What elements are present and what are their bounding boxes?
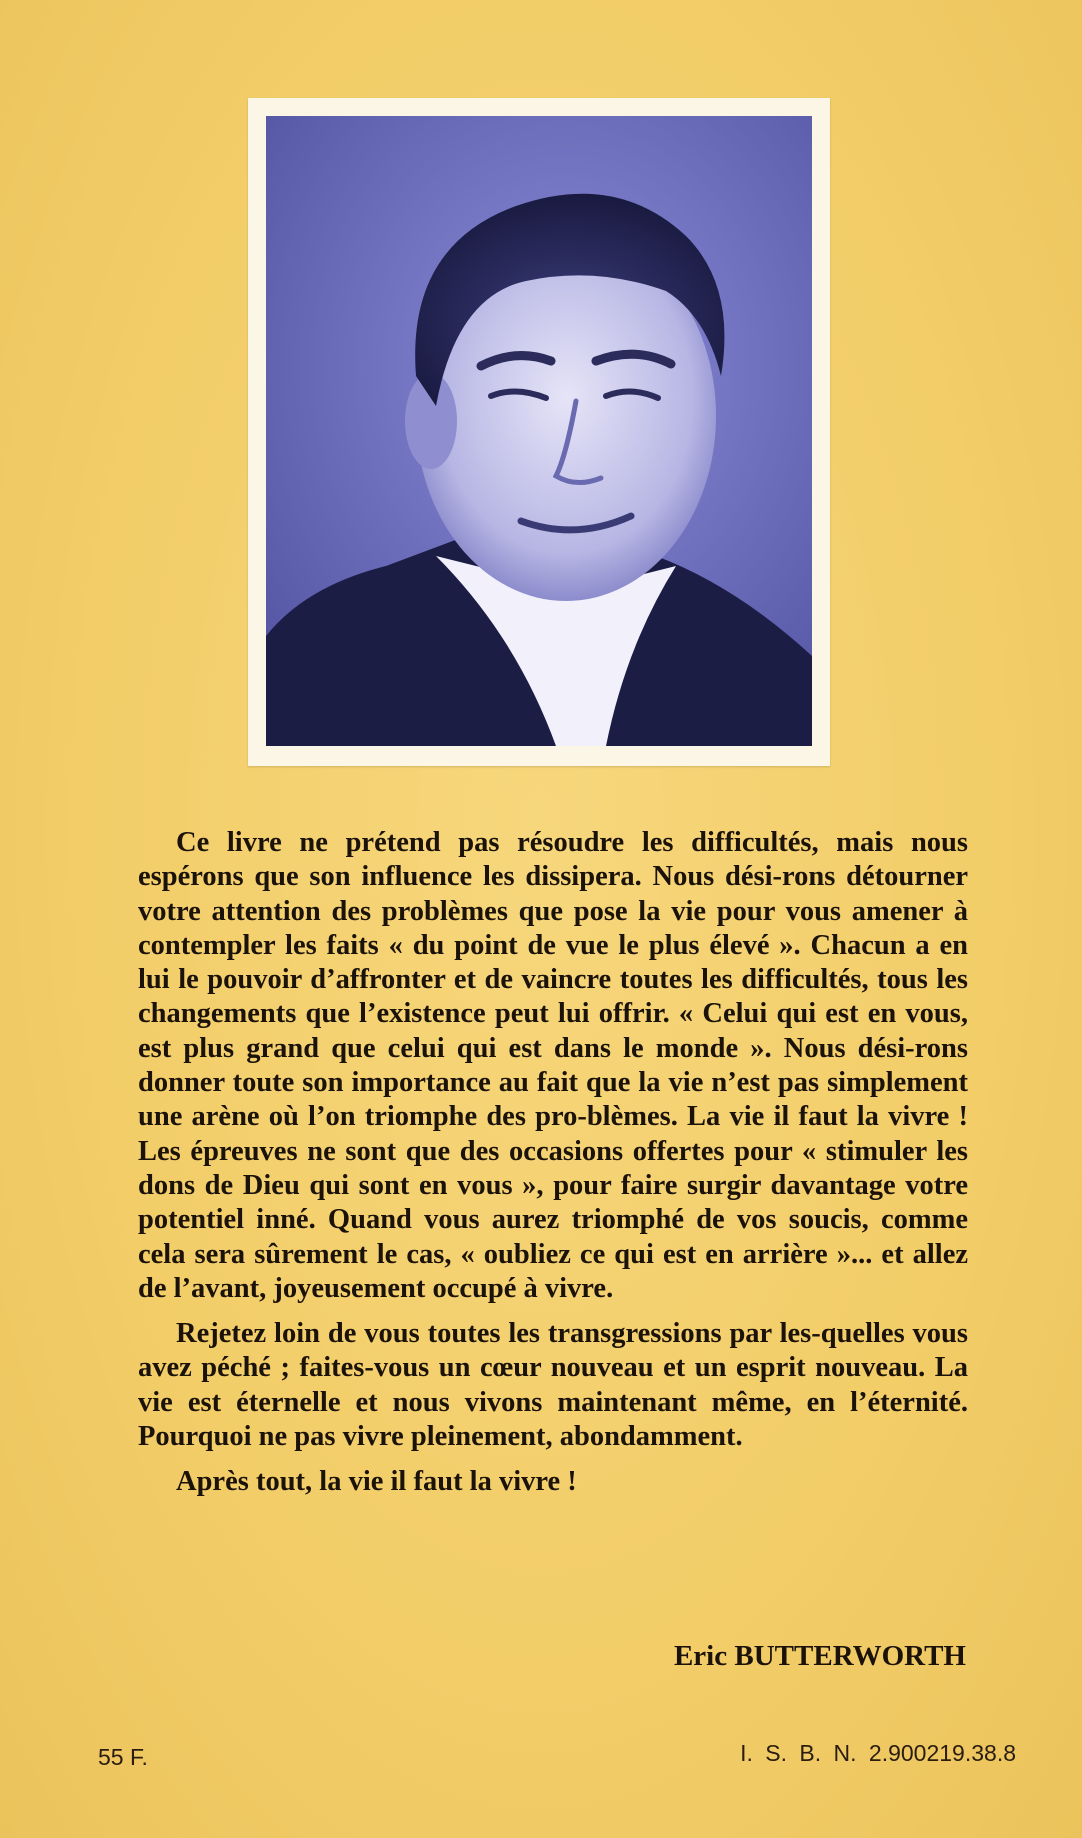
- blurb-paragraph: Rejetez loin de vous toutes les transgressions par les-quelles vous avez péché ; faites-vous un cœur nouveau et un esprit nouveau. La vie est éternelle et nous vivons maintenant même, en l’éternité. Pourquoi ne pas vivre pleinement, abondamment.: [138, 1318, 968, 1453]
- portrait-illustration: [266, 116, 812, 746]
- author-last-name: BUTTERWORTH: [734, 1640, 966, 1672]
- author-portrait-photo: [266, 116, 812, 746]
- price-label: 55 F.: [98, 1744, 148, 1770]
- author-signature: [674, 1640, 966, 1673]
- back-cover-blurb: [138, 826, 968, 1500]
- blurb-closing-line: Après tout, la vie il faut la vivre !: [176, 1466, 577, 1498]
- author-photo-frame: [248, 98, 830, 766]
- isbn-label: I. S. B. N. 2.900219.38.8: [740, 1740, 1016, 1766]
- blurb-paragraph: Ce livre ne prétend pas résoudre les difficultés, mais nous espérons que son influence les dissipera. Nous dési-rons détourner votre attention des problèmes que pose la vie pour vous amener à contempler les faits « du point de vue le plus élevé ». Chacun a en lui le pouvoir d’affronter et de vaincre toutes les difficultés, tous les changements que l’existence peut lui offrir. « Celui qui est en vous, est plus grand que celui qui est dans le monde ». Nous dési-rons donner toute son importance au fait que la vie n’est pas simplement une arène où l’on triomphe des pro-blèmes. La vie il faut la vivre ! Les épreuves ne sont que des occasions offertes pour « stimuler les dons de Dieu qui sont en vous », pour faire surgir davantage votre potentiel inné. Quand vous aurez triomphé de vos soucis, comme cela sera sûrement le cas, « oubliez ce qui est en arrière »... et allez de l’avant, joyeusement occupé à vivre.: [138, 827, 968, 1304]
- author-first-name: Eric: [673, 1640, 728, 1672]
